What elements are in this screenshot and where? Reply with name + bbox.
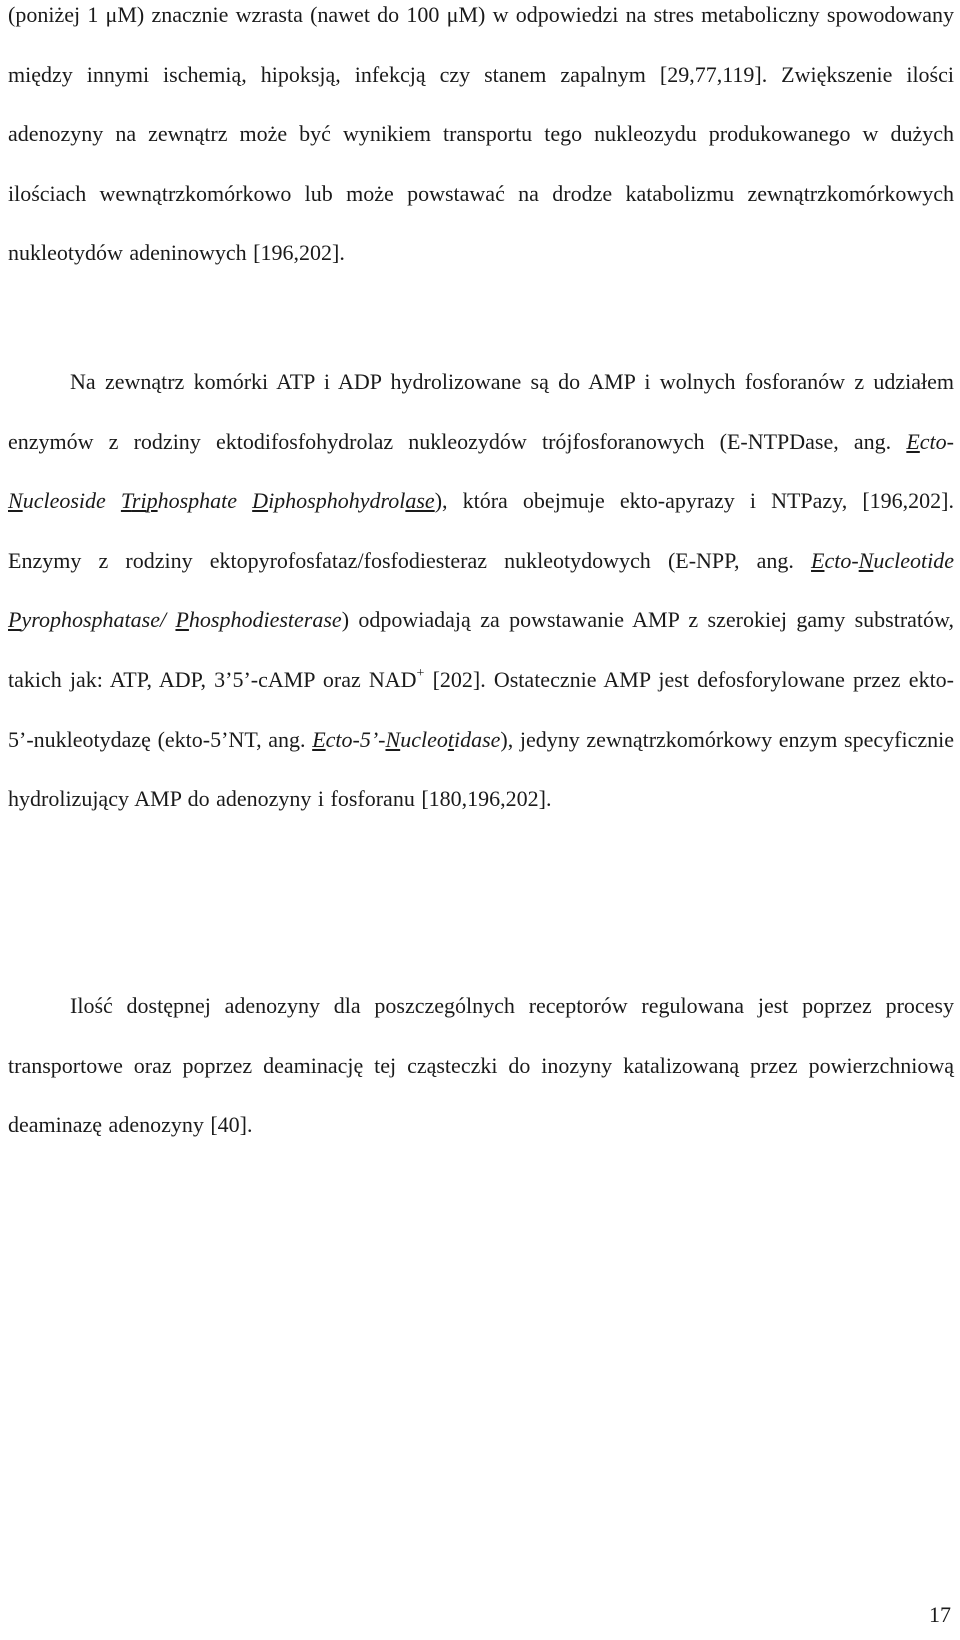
page-number: 17 (929, 1602, 951, 1627)
text-run: Na zewnątrz komórki ATP i ADP hydrolizowane są do AMP i wolnych fosforanów z udziałem enzymów z rodziny ektodifosfohydrolaz nukleozydów trójfosforanowych (E-NTPDase, ang. (8, 369, 954, 454)
text-run: ucleo (400, 726, 448, 752)
italic-term-ecto5nt (312, 727, 500, 752)
underlined-letter: D (252, 488, 269, 514)
text-run: [202]. Ostatecznie AMP jest defosforylowane przez ekto-5’-nukleotydazę (ekto-5’NT, ang. (8, 666, 955, 752)
underlined-letter: N (8, 488, 23, 514)
underlined-letters: ase (405, 488, 435, 514)
text-run: ), która obejmuje ekto-apyrazy i NTPazy, [196,202]. Enzymy z rodziny ektopyrofosfataz/fosfodiesteraz nukleotydowych (E-NPP, ang. (8, 488, 954, 573)
paragraph-2 (8, 352, 954, 829)
text-run: ucleoside (22, 488, 121, 514)
underlined-letter: t (447, 726, 454, 752)
text-run: ) odpowiadają za powstawanie AMP z szerokiej gamy substratów, takich jak: ATP, ADP, 3’5’-cAMP oraz NAD (8, 607, 955, 692)
text-run: idase (453, 726, 501, 752)
superscript-plus: + (416, 665, 425, 681)
underlined-letter: P (175, 607, 189, 633)
text-run: ), jedyny zewnątrzkomórkowy enzym specyficznie hydrolizujący AMP do adenozyny i fosforanu [180,196,202]. (8, 726, 954, 812)
text-run: hosphodiesterase (188, 607, 342, 633)
underlined-letter: ri (131, 488, 147, 514)
text-run: yrophosphatase/ (21, 607, 176, 633)
text-run: cto-5’- (325, 726, 386, 752)
text-run: cto- (919, 428, 954, 454)
text-run: hosphate (157, 488, 253, 514)
underlined-letter: P (8, 607, 22, 633)
paragraph-3: Ilość dostępnej adenozyny dla poszczególnych receptorów regulowana jest poprzez procesy transportowe oraz poprzez deaminację tej cząsteczki do inozyny katalizowaną przez powierzchniową deaminazę adenozyny [40]. (8, 993, 954, 1138)
text-run: cto- (824, 547, 859, 573)
underlined-letter: N (385, 726, 401, 752)
underlined-letter: E (312, 726, 326, 752)
underlined-letter: N (858, 547, 874, 573)
underlined-letter: E (906, 428, 920, 454)
underlined-letter: p (146, 488, 158, 514)
text-run: iphosphohydrol (268, 488, 406, 514)
underlined-letter: E (811, 547, 825, 573)
paragraph-1: (poniżej 1 μM) znacznie wzrasta (nawet do 100 μM) w odpowiedzi na stres metaboliczny spowodowany między innymi ischemią, hipoksją, infekcją czy stanem zapalnym [29,77,119]. Zwiększenie ilości adenozyny na zewnątrz może być wynikiem transportu tego nukleozydu produkowanego w dużych ilościach wewnątrzkomórkowo lub może powstawać na drodze katabolizmu zewnątrzkomórkowych nukleotydów adeninowych [196,202]. (8, 2, 954, 266)
underlined-letter: T (120, 488, 132, 514)
text-run: ucleotide (873, 547, 954, 573)
